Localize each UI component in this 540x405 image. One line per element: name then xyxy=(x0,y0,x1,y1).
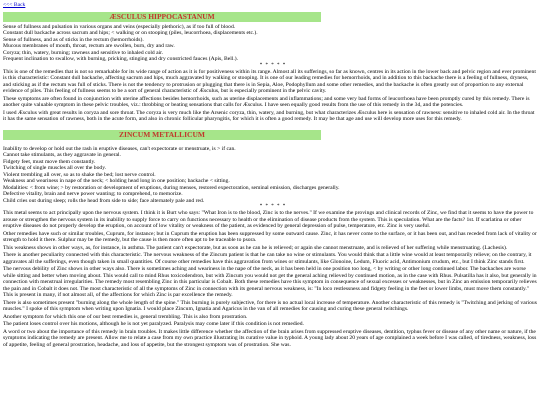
symptom-line: Fidgety feet, must move them constantly. xyxy=(3,158,96,165)
symptom-line: Defective vitality, brain and nerve power wanting; to comprehend, to memorize. xyxy=(3,191,183,197)
commentary-paragraph: This weakness shows in other ways, as, for instance, in asthma. The patient can't expectorate, but as soon as he can he is relieved; or again she cannot menstruate, and is relieved of her suffering while menstruating. (Lachesis). xyxy=(3,244,508,251)
commentary-paragraph: I used Æsculus with great results in coryza and sore throat. The coryza is very much like the Arsenic coryza, thin, watery, and burning, but what characterizes Æsculus here is sensation of rawness: sensitive to inhaled cold air. In the throat it has the same sensation of rawness, both in the acute form, and also in chronic follicular pharyngitis, for which it is often a good remedy. It may be that age and use will develop more uses for this remedy. xyxy=(3,109,535,122)
symptom-list-zincum xyxy=(3,146,537,205)
symptom-line: Modalities: < from wine; > by restoration or development of eruptions, during menses, restored expectoration, seminal emission, discharges generally. xyxy=(3,184,340,191)
symptom-line: Constant dull backache across sacrum and hips; < walking or on stooping (piles, leucorrhoea, displacements etc.). xyxy=(3,30,258,36)
symptom-line: Weakness and weariness in nape of the neck; < holding head long in one position; backache < sitting. xyxy=(3,178,230,184)
section-title-aesculus: ÆSCULUS HIPPOCASTANUM xyxy=(3,12,321,22)
commentary-paragraph: Other remedies have such or similar troubles, Cuprum, for instance; but in Cuprum the eruption has been suppressed by some outward cause. Zinc, it has never come to the surface, or it has been out, and has receded from lack of vitality or strength to hold it there. Sulphur may be the remedy, but the cause is then more often apt to be traceable to psora. xyxy=(3,230,537,243)
back-link[interactable]: <<< Back xyxy=(3,2,26,8)
commentary-paragraph: The patient loses control over his motions, although he is not yet paralyzed. Paralysis may come later if this condition is not remedied. xyxy=(3,321,304,327)
symptom-line: Twitching of single muscles all over the body. xyxy=(3,165,107,171)
symptom-list-aesculus xyxy=(3,24,537,63)
symptom-line: Sense of fullness and pulsation in various organs and veins (especially plethoric), as if too full of blood. xyxy=(3,23,236,30)
symptom-line: Inability to develop or hold out the rash in eruptive diseases, can't expectorate or menstruate, is > if can. xyxy=(3,145,236,152)
commentary-zincum xyxy=(3,210,537,348)
commentary-paragraph: The nervous debility of Zinc shows in other ways also. There is sometimes aching and weariness in the nape of the neck, as it has been held in one position too long, < by writing or other long continued labor. The backaches are worse while sitting and better when moving about. This would call to mind Rhus toxicodendron, but with Zincum you would not get the general aching relieved by continued motion, as in the case with Rhus. Pulsatilla has it also, but generally in connection with menstrual irregularities. The remedy most resembling Zinc in this particular is Cobalt. Both these remedies have this symptom in consequence of sexual excesses or weaknesses, but in Zinc an emission temporarily relieves the pain and in Cobalt it does not. The most characteristic of all the symptoms of Zinc in connection with its general nervous weakness, is: "In loco restlessness and fidgety feeling in the feet or lower limbs, must move them constantly." This is present in many, if not almost all, of the affections for which Zinc is par excellence the remedy. xyxy=(3,266,537,298)
symptom-line: Child cries out during sleep; rolls the head from side to side; face alternately pale and red. xyxy=(3,197,205,204)
symptom-line: Mucous membranes of mouth, throat, rectum are swollen, burn, dry and raw. xyxy=(3,43,175,49)
commentary-aesculus xyxy=(3,69,537,123)
symptom-line: Violent trembling all over, so as to shake the bed; lost nerve control. xyxy=(3,171,156,178)
symptom-line: Cannot take stimulants, as they aggravate in general. xyxy=(3,152,121,158)
commentary-paragraph: This is one of the remedies that is not so remarkable for its wide range of action as it is for positiveness within its range. Almost all its sufferings, so far as known, centres in its action in the lower back and pelvic region and ever prominent is this characteristic: Constant dull backache, affecting sacrum and hips, much aggravated by walking or stooping. It is one of our leading remedies for hemorrhoids, and in addition to this backache there is a feeling of fullness, dryness, and sticking as if the rectum was full of sticks. There is not the tendency to protrusion or plugging that there is in Sepia, Aloe, Podophyllum and some other remedies, and the backache is often greatly out of proportion to any external evidence of piles. This feeling of fullness seems to be a sort of general characteristic of Æsculus, but is especially prominent in the pelvic cavity. xyxy=(3,68,536,94)
symptom-line: Sense of fullness, and as of sticks in the rectum (hemorrhoids). xyxy=(3,36,144,43)
commentary-paragraph: There is another peculiarity connected with this characteristic. The nervous weakness of the Zincum patient is that he can take no wine or stimulants. You would think that a little wine would at least temporarily relieve; on the contrary, it aggravates all the sufferings, even though taken in small quantities. Of course other remedies have this aggravation from wines or stimulants, like Glonoine, Ledum, Fluoric acid, Antimonium crudum, etc., but I think Zinc stands first. xyxy=(3,252,532,265)
star-divider: * * * * * xyxy=(259,204,287,209)
symptom-line: Coryza; thin, watery, burning; rawness and sensitive to inhaled cold air. xyxy=(3,49,164,56)
section-title-zincum: ZINCUM METALLICUM xyxy=(3,130,321,140)
commentary-paragraph: A word or two about the importance of this remedy in brain troubles. It makes little difference whether the affection of the brain arises from suppressed eruptive diseases, dentition, typhus fever or disease of any other name or nature, if the symptoms indicating the remedy are present. Allow me to relate a case from my own practice illustrating its curative value in typhoid. A young lady about 20 years of age complained a week before I was called, of tiredness, weakness, loss of appetite, feeling of general prostration, headache, and loss of appetite, but the strongest symptom was of prostration. She was. xyxy=(3,328,537,348)
commentary-paragraph: These symptoms are often found in conjunction with uterine affections besides hemorrhoids, such as uterine displacements and inflammations; and some very bad forms of leucorrhoea have been promptly cured by this remedy. There is another quite valuable symptom in these pelvic troubles, viz.: throbbing or beating sensations that calls for Æsculus. I have seen equally good results from the use of this remedy in the 3d, and the potencies. xyxy=(3,95,530,108)
symptom-line: Frequent inclination to swallow, with burning, pricking, stinging and dry constricted fauces (Apis, Bell.). xyxy=(3,56,238,62)
commentary-paragraph: Another symptom for which this one of our best remedies is, general trembling. This is also from prostration. xyxy=(3,313,248,320)
commentary-paragraph: There is also sometimes present "burning along the whole length of the spine." This burning is purely subjective, for there is no actual local increase of temperature. Another characteristic of this remedy is "Twitching and jerking of various muscles." I spoke of this symptom when writing upon Ignatia. I would place Zincum, Ignatia and Agaricus in the van of all remedies for causing and curing these general twitchings. xyxy=(3,299,537,312)
commentary-paragraph: This metal seems to act principally upon the nervous system. I think it is Burt who says: "What Iron is to the blood, Zinc is to the nerves." If we examine the provings and clinical records of Zinc, we find that it seems to have the power to arouse or strengthen the nervous system in its inability to supply force to carry on functions necessary to health or the elimination of disease products from the system. This is speculation. What are the facts? 1st. If scarlatina or other eruptive diseases do not properly develop the eruption, on account of low vitality or weakness of the patient, as evidenced by general depression of pulse, temperature, etc. Zinc is very useful. xyxy=(3,210,534,229)
star-divider: * * * * * xyxy=(259,62,287,68)
